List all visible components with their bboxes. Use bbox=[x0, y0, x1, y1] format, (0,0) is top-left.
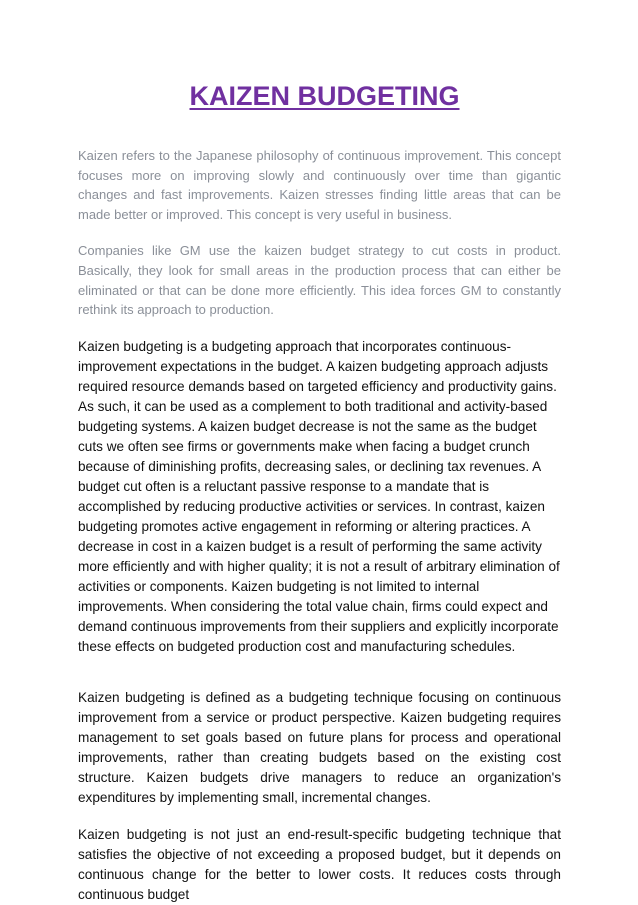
gm-example-paragraph: Companies like GM use the kaizen budget strategy to cut costs in product. Basically, they look for small areas in the production process that can either be eliminated or that can be done more efficiently. This idea forces GM to constantly rethink its approach to production. bbox=[78, 243, 561, 318]
document-page bbox=[78, 78, 561, 905]
continuation-paragraph: Kaizen budgeting is not just an end-result-specific budgeting technique that satisfies the objective of not exceeding a proposed budget, but it depends on continuous change for the better to lower costs. It reduces costs through continuous budget bbox=[78, 826, 561, 902]
page-title: KAIZEN BUDGETING bbox=[189, 81, 460, 111]
technique-paragraph: Kaizen budgeting is defined as a budgeting technique focusing on continuous improvement from a service or product perspective. Kaizen budgeting requires management to set goals based on future plans for process and operational improvements, rather than creating budgets based on the existing cost structure. Kaizen budgets drive managers to reduce an organization's expenditures by implementing small, incremental changes. bbox=[78, 689, 561, 805]
intro-paragraph: Kaizen refers to the Japanese philosophy of continuous improvement. This concept focuses more on improving slowly and continuously over time than gigantic changes and fast improvements. Kaizen stresses finding little areas that can be made better or improved. This concept is very useful in business. bbox=[78, 148, 561, 222]
definition-paragraph: Kaizen budgeting is a budgeting approach that incorporates continuous-improvement expectations in the budget. A kaizen budgeting approach adjusts required resource demands based on targeted efficiency and productivity gains. As such, it can be used as a complement to both traditional and activity-based budgeting systems. A kaizen budget decrease is not the same as the budget cuts we often see firms or governments make when facing a budget crunch because of diminishing profits, decreasing sales, or declining tax revenues. A budget cut often is a reluctant passive response to a mandate that is accomplished by reducing productive activities or services. In contrast, kaizen budgeting promotes active engagement in reforming or altering practices. A decrease in cost in a kaizen budget is a result of performing the same activity more efficiently and with higher quality; it is not a result of arbitrary elimination of activities or components. Kaizen budgeting is not limited to internal improvements. When considering the total value chain, firms could expect and demand continuous improvements from their suppliers and explicitly incorporate these effects on budgeted production cost and manufacturing schedules. bbox=[78, 338, 560, 654]
